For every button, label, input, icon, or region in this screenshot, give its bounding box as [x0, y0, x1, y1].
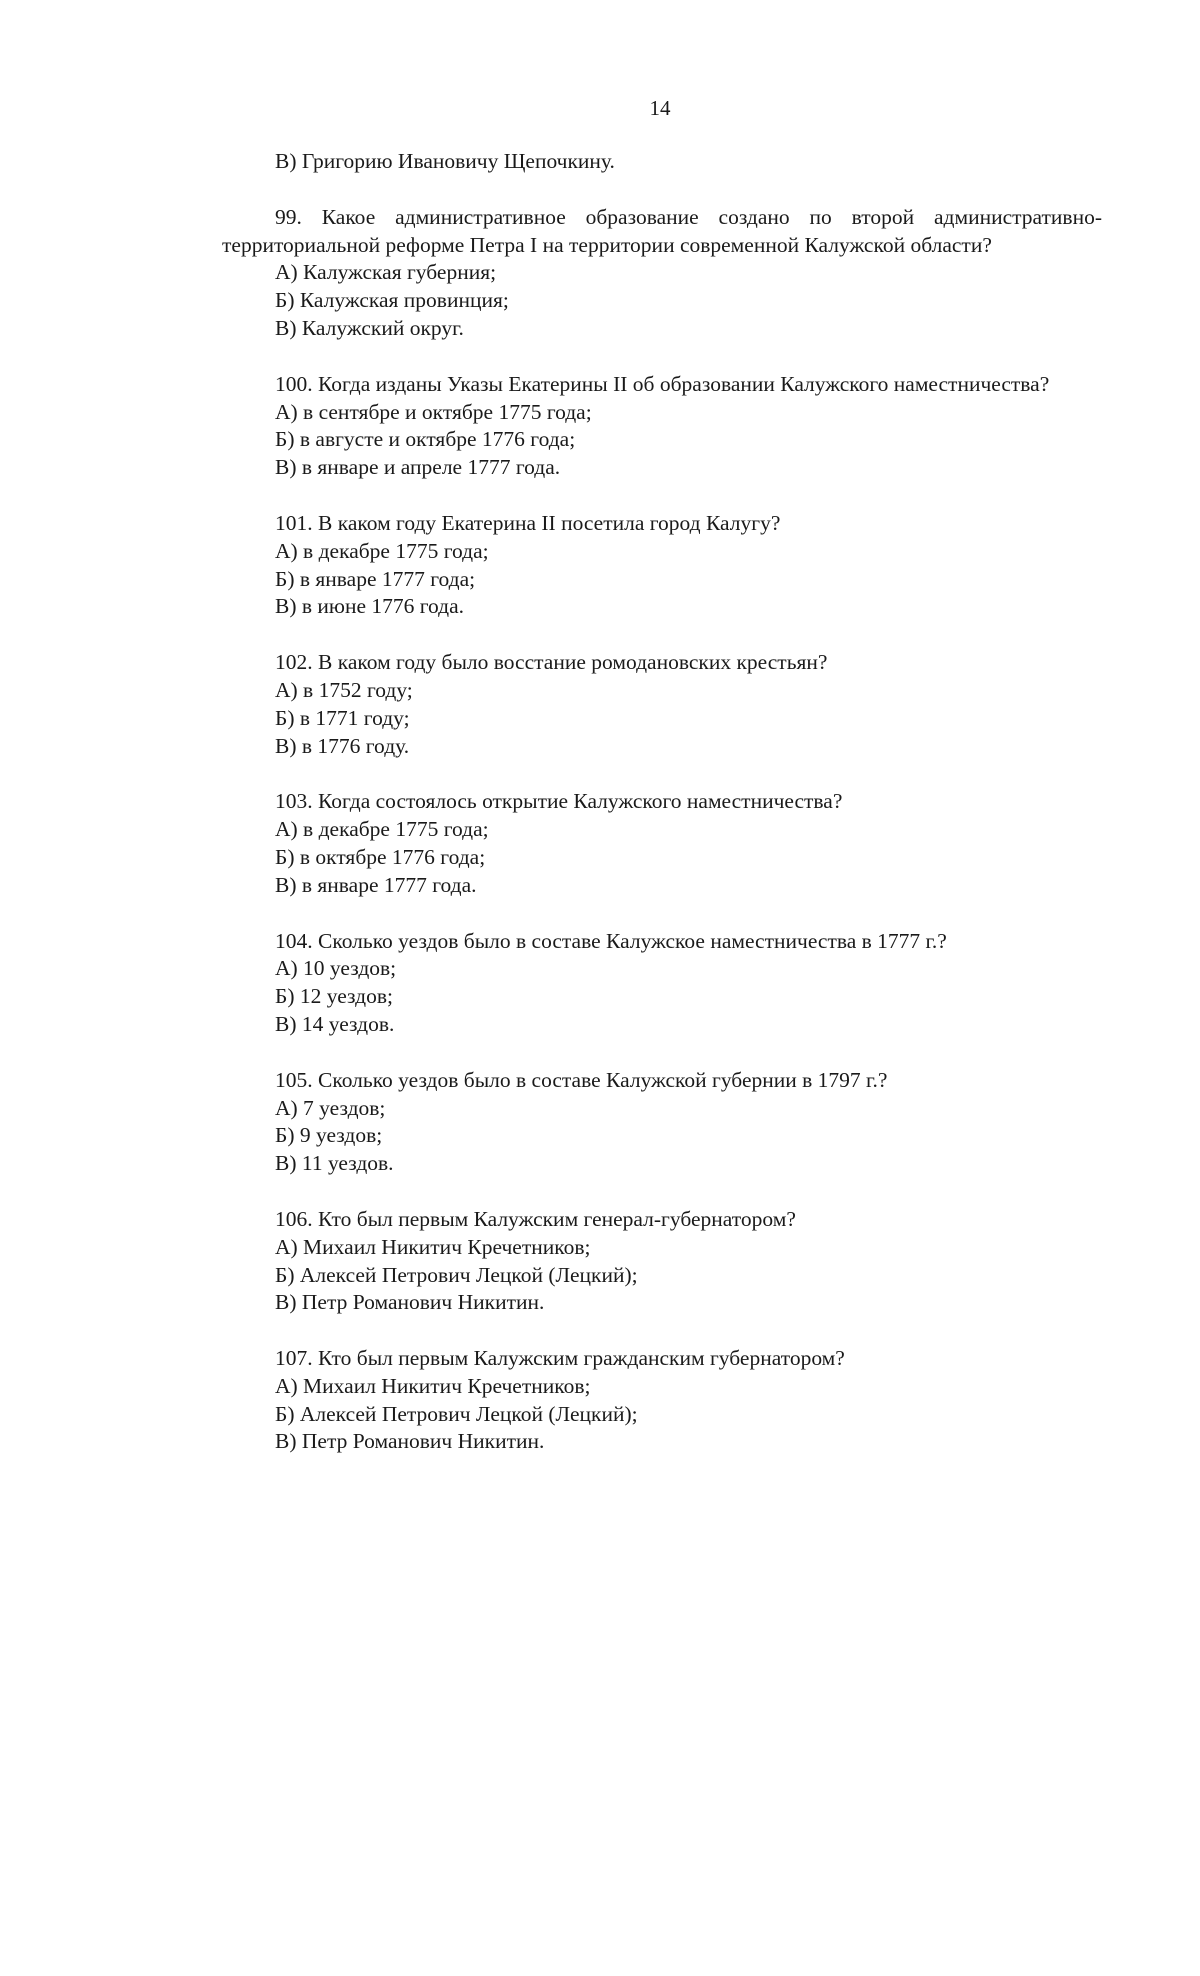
question-text: 107. Кто был первым Калужским гражданским губернатором? — [275, 1346, 845, 1371]
answer-option: А) Михаил Никитич Кречетников; — [275, 1373, 591, 1398]
answer-option: В) в июне 1776 года. — [275, 594, 465, 619]
question-99 — [222, 204, 1102, 343]
question-104 — [222, 928, 1102, 1039]
question-text: 102. В каком году было восстание ромодановских крестьян? — [275, 650, 828, 675]
answer-options — [222, 677, 1102, 760]
answer-option: В) в январе и апреле 1777 года. — [275, 455, 561, 480]
answer-options — [222, 816, 1102, 899]
answer-option: Б) Алексей Петрович Лецкой (Лецкий); — [275, 1401, 638, 1426]
answer-option: Б) в октябре 1776 года; — [275, 844, 486, 869]
question-text: 105. Сколько уездов было в составе Калужской губернии в 1797 г.? — [275, 1067, 888, 1092]
answer-option: А) в декабре 1775 года; — [275, 817, 489, 842]
answer-option: Б) в январе 1777 года; — [275, 566, 476, 591]
answer-option: А) в сентябре и октябре 1775 года; — [275, 399, 592, 424]
answer-options — [222, 1095, 1102, 1178]
answer-options — [222, 399, 1102, 482]
question-text: 101. В каком году Екатерина II посетила город Калугу? — [275, 510, 781, 535]
answer-option: Б) 9 уездов; — [275, 1123, 383, 1148]
answer-options — [222, 1234, 1102, 1317]
answer-options — [222, 259, 1102, 342]
question-text: 100. Когда изданы Указы Екатерины II об образовании Калужского наместничества? — [275, 371, 1050, 396]
answer-option: В) в январе 1777 года. — [275, 872, 477, 897]
answer-option: В) в 1776 году. — [275, 733, 410, 758]
answer-continuation: В) Григорию Ивановичу Щепочкину. — [275, 149, 615, 173]
question-101 — [222, 510, 1102, 621]
answer-option: В) Калужский округ. — [275, 315, 464, 340]
question-text: 106. Кто был первым Калужским генерал-губернатором? — [275, 1206, 796, 1231]
answer-option: В) 14 уездов. — [275, 1011, 395, 1036]
question-text: 103. Когда состоялось открытие Калужского наместничества? — [275, 789, 843, 814]
answer-option: А) Михаил Никитич Кречетников; — [275, 1234, 591, 1259]
question-text: 104. Сколько уездов было в составе Калужское наместничества в 1777 г.? — [275, 928, 947, 953]
answer-option: Б) Алексей Петрович Лецкой (Лецкий); — [275, 1262, 638, 1287]
answer-option: Б) в 1771 году; — [275, 705, 410, 730]
question-102 — [222, 649, 1102, 760]
answer-option: А) 10 уездов; — [275, 956, 397, 981]
answer-options — [222, 538, 1102, 621]
question-text: 99. Какое административное образование создано по второй административно-территориальной реформе Петра I на территории современной Калужской области? — [222, 204, 1102, 257]
answer-option: А) в декабре 1775 года; — [275, 538, 489, 563]
question-100 — [222, 371, 1102, 482]
question-107 — [222, 1345, 1102, 1456]
answer-option: Б) в августе и октябре 1776 года; — [275, 427, 576, 452]
answer-options — [222, 955, 1102, 1038]
answer-option: В) 11 уездов. — [275, 1151, 394, 1176]
page-number: 14 — [649, 96, 671, 120]
answer-options — [222, 1373, 1102, 1456]
answer-option: В) Петр Романович Никитин. — [275, 1290, 545, 1315]
question-103 — [222, 788, 1102, 899]
answer-option: Б) Калужская провинция; — [275, 288, 509, 313]
answer-option: В) Петр Романович Никитин. — [275, 1429, 545, 1454]
answer-option: А) Калужская губерния; — [275, 260, 497, 285]
answer-option: Б) 12 уездов; — [275, 984, 393, 1009]
question-105 — [222, 1067, 1102, 1178]
answer-option: А) в 1752 году; — [275, 677, 413, 702]
question-106 — [222, 1206, 1102, 1317]
page-content — [222, 148, 1102, 1456]
answer-option: А) 7 уездов; — [275, 1095, 386, 1120]
